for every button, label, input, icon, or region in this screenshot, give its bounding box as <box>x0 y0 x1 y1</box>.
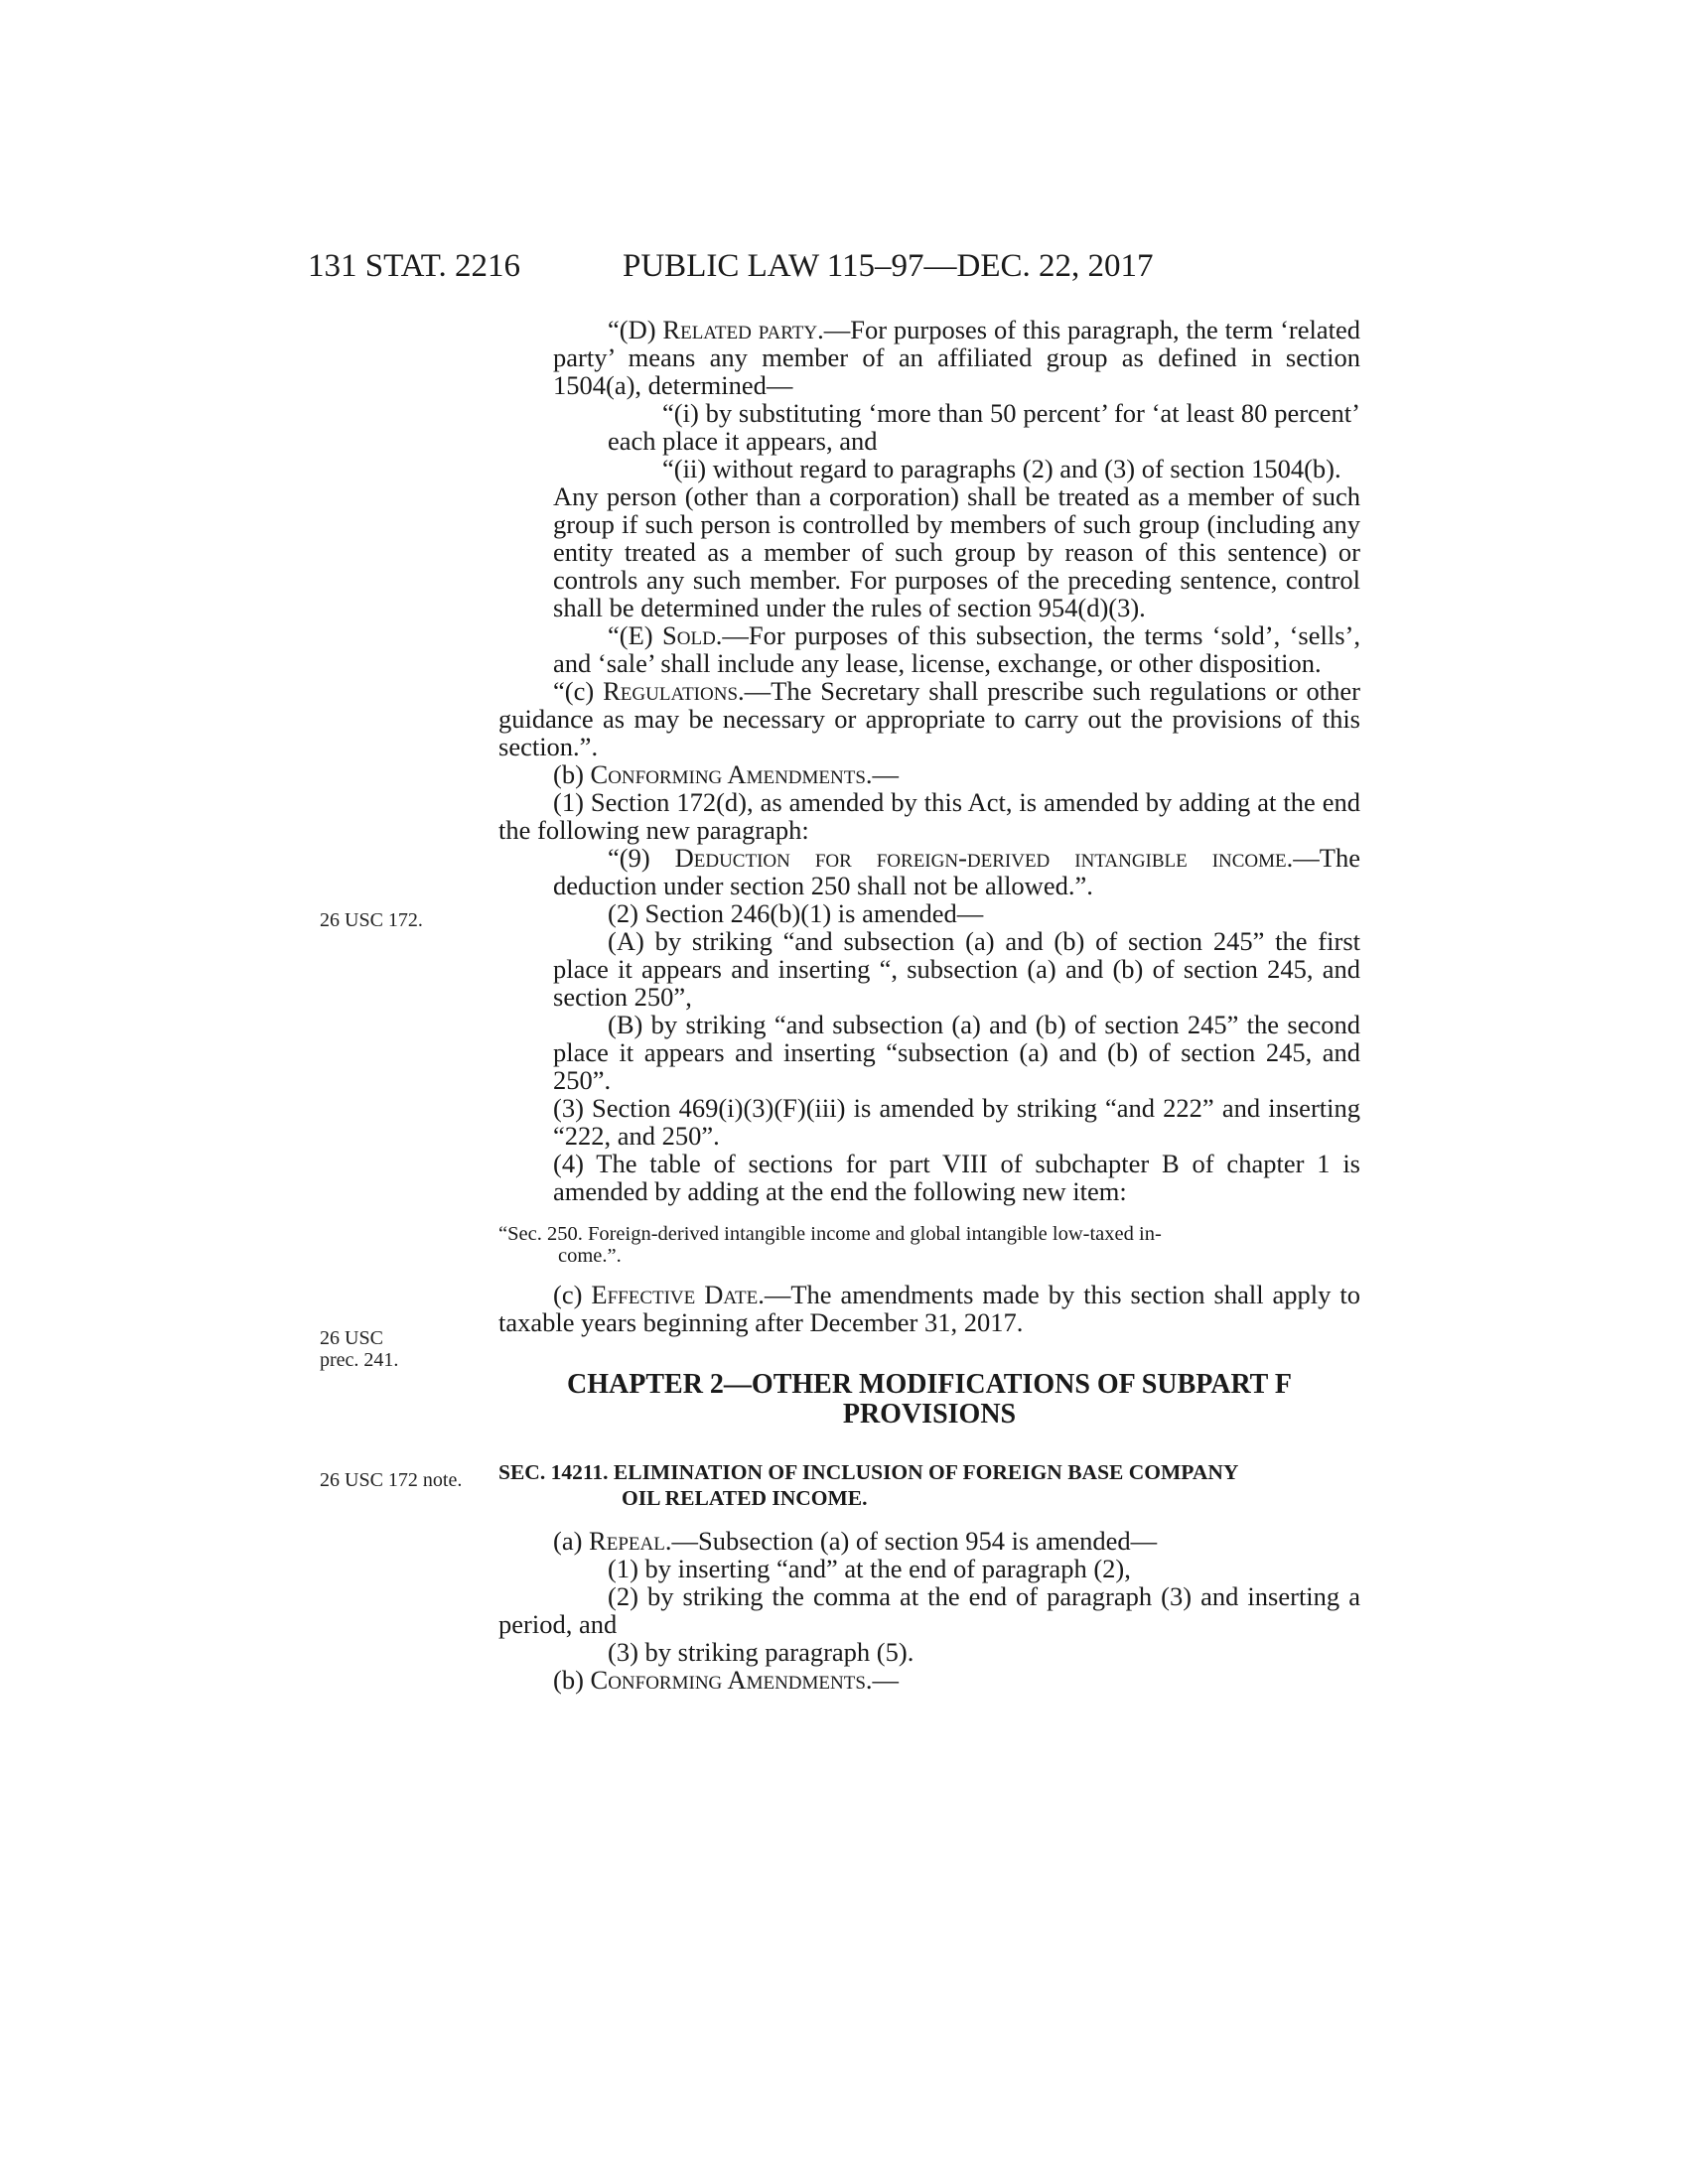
paragraph-text: .—For purposes of this subsection, the terms ‘sold’, ‘sells’, and ‘sale’ shall include any lease, license, exchange, or other disposition. <box>553 620 1360 678</box>
repeal-1: (1) by inserting “and” at the end of paragraph (2), <box>608 1554 1131 1583</box>
paragraph-sold <box>498 621 1360 677</box>
margin-note-26-usc-172: 26 USC 172. <box>320 909 423 931</box>
subsection-regulations <box>498 677 1360 760</box>
section-heading <box>498 1459 1360 1511</box>
amendment-2-b: (B) by striking “and subsection (a) and (b) of section 245” the second place it appears and inserting “subsection (a) and (b) of section 245, and 250”. <box>553 1010 1360 1095</box>
paragraph-text: .—The Secretary shall prescribe such regulations or other guidance as may be necessary or appropriate to carry out the provisions of this section.”. <box>498 676 1360 761</box>
paragraph-text: (1) Section 172(d), as amended by this Act, is amended by adding at the end the following new paragraph: <box>498 787 1360 845</box>
paragraph-text: .—Subsection (a) of section 954 is amended— <box>664 1526 1158 1556</box>
subpara-label: “(9) <box>608 843 675 873</box>
repeal-2: (2) by striking the comma at the end of paragraph (3) and inserting a period, and <box>498 1581 1360 1639</box>
margin-note-line: 26 USC <box>320 1327 383 1349</box>
repeal-3: (3) by striking paragraph (5). <box>608 1637 914 1667</box>
document-body <box>498 316 1360 1694</box>
section-heading-line: OIL RELATED INCOME. <box>622 1486 868 1510</box>
heading-regulations: Regulations <box>603 676 739 706</box>
amendment-2-a: (A) by striking “and subsection (a) and (b) of section 245” the first place it appears and inserting “, subsection (a) and (b) of section 245, and section 250”, <box>553 926 1360 1012</box>
subsection-label: (b) <box>553 759 591 789</box>
amendment-4: (4) The table of sections for part VIII of subchapter B of chapter 1 is amended by adding at the end the following new item: <box>553 1149 1360 1206</box>
paragraph-text: .—For purposes of this paragraph, the term ‘related party’ means any member of an affiliated group as defined in section 1504(a), determined— <box>553 315 1360 400</box>
heading-dash: .— <box>865 759 900 789</box>
page-header <box>0 248 1688 288</box>
subsection-effective-date <box>498 1281 1360 1336</box>
clause-i: “(i) by substituting ‘more than 50 percent’ for ‘at least 80 percent’ each place it appears, and <box>608 398 1360 456</box>
chapter-heading-line: CHAPTER 2—OTHER MODIFICATIONS OF SUBPART F <box>567 1369 1292 1400</box>
subsection-conforming-amendments-2 <box>498 1666 1360 1694</box>
subsection-label: “(c) <box>553 676 604 706</box>
margin-note-26-usc-prec-241 <box>320 1327 398 1371</box>
heading-repeal: Repeal <box>589 1526 665 1556</box>
amendment-2: (2) Section 246(b)(1) is amended— <box>608 898 984 928</box>
subpara-label: “(D) <box>608 315 663 344</box>
subsection-conforming-amendments <box>498 760 1360 788</box>
subsection-label: (c) <box>553 1280 592 1309</box>
heading-dash: .— <box>865 1665 900 1695</box>
heading-deduction: Deduction for foreign-derived intangible income <box>674 843 1287 873</box>
heading-conforming-amendments: Conforming Amendments <box>590 759 866 789</box>
section-heading-line: SEC. 14211. ELIMINATION OF INCLUSION OF FOREIGN BASE COMPANY <box>498 1460 1239 1484</box>
heading-sold: Sold <box>662 620 716 650</box>
paragraph-text: .—The amendments made by this section shall apply to taxable years beginning after December 31, 2017. <box>498 1280 1360 1337</box>
flush-paragraph-control: Any person (other than a corporation) shall be treated as a member of such group if such person is controlled by members of such group (including any entity treated as a member of such group by reason of this sentence) or controls any such member. For purposes of the preceding sentence, control shall be determined under the rules of section 954(d)(3). <box>553 481 1360 622</box>
amendment-3: (3) Section 469(i)(3)(F)(iii) is amended by striking “and 222” and inserting “222, and 250”. <box>553 1093 1360 1151</box>
table-of-sections-item <box>498 1223 1360 1267</box>
subsection-label: (b) <box>553 1665 591 1695</box>
chapter-heading-line: PROVISIONS <box>842 1399 1017 1430</box>
clause-ii: “(ii) without regard to paragraphs (2) and (3) of section 1504(b). <box>662 454 1341 483</box>
subsection-label: (a) <box>553 1526 590 1556</box>
public-law-title: PUBLIC LAW 115–97—DEC. 22, 2017 <box>623 248 1154 284</box>
paragraph-text: .—The deduction under section 250 shall not be allowed.”. <box>553 843 1360 900</box>
subsection-repeal <box>498 1527 1360 1555</box>
heading-conforming-amendments: Conforming Amendments <box>590 1665 866 1695</box>
subpara-label: “(E) <box>608 620 662 650</box>
table-item-line: come.”. <box>558 1245 622 1267</box>
chapter-heading <box>498 1370 1360 1430</box>
margin-note-26-usc-172-note: 26 USC 172 note. <box>320 1469 463 1491</box>
table-item-line: “Sec. 250. Foreign-derived intangible income and global intangible low-taxed in- <box>498 1223 1162 1245</box>
amendment-1 <box>498 788 1360 844</box>
heading-related-party: Related party <box>662 315 818 344</box>
new-paragraph-9 <box>498 844 1360 899</box>
margin-note-line: prec. 241. <box>320 1349 399 1371</box>
paragraph-related-party <box>498 316 1360 399</box>
statute-page-number: 131 STAT. 2216 <box>308 248 521 284</box>
heading-effective-date: Effective Date <box>591 1280 759 1309</box>
